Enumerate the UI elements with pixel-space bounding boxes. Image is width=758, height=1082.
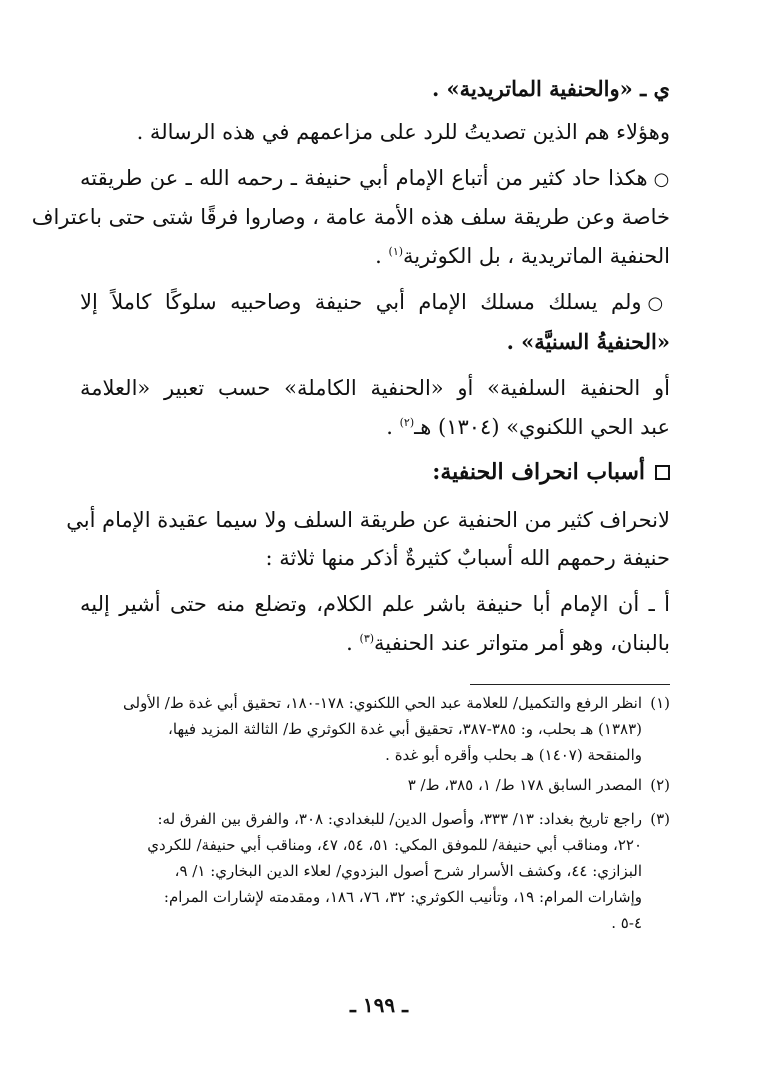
- footnote-ref-3: (٣): [359, 632, 375, 645]
- text-line-1: ي ـ «والحنفية الماتريدية» .: [431, 76, 670, 101]
- text-line-3: ○هكذا حاد كثير من أتباع الإمام أبي حنيفة ـ رحمه الله ـ عن طريقته: [80, 166, 670, 190]
- text-line-6: ○ولم يسلك مسلك الإمام أبي حنيفة وصاحبيه سلوكًا كاملاً إلا: [80, 290, 670, 314]
- section-heading: أسباب انحراف الحنفية:: [80, 457, 670, 487]
- footnote-ref-1: (١): [388, 245, 404, 258]
- footnote-line: والمنقحة (١٤٠٧) هـ بحلب وأقره أبو غدة .: [385, 746, 642, 764]
- footnote-line: راجع تاريخ بغداد: ١٣/ ٣٣٣، وأصول الدين/ للبغدادي: ٣٠٨، والفرق بين الفرق له:: [157, 810, 642, 828]
- text-line-12: حنيفة رحمهم الله أسبابٌ كثيرةٌ أذكر منها ثلاثة :: [265, 546, 670, 570]
- circle-bullet-icon: ○: [647, 293, 670, 314]
- footnote-line: (١٣٨٣) هـ بحلب، و: ٣٨٥-٣٨٧، تحقيق أبي غدة الكوثري ط/ الثالثة المزيد فيها،: [168, 720, 642, 738]
- text-line-4: خاصة وعن طريقة سلف هذه الأمة عامة ، وصاروا فرقًا شتى حتى باعتراف: [31, 205, 670, 229]
- text-line-5: الحنفية الماتريدية ، بل الكوثرية$^{(١)}$ .: [375, 244, 670, 268]
- footnote-divider: [470, 684, 670, 685]
- page-number: ـ ١٩٩ ـ: [350, 993, 408, 1017]
- square-box-icon: [655, 465, 670, 480]
- footnote-ref-2: (٢): [399, 416, 415, 429]
- circle-bullet-icon: ○: [653, 169, 670, 190]
- text-line-11: لانحراف كثير من الحنفية عن طريقة السلف ولا سيما عقيدة الإمام أبي: [66, 508, 670, 532]
- text-line-9: عبد الحي اللكنوي» (١٣٠٤) هـ$^{(٢)}$ .: [386, 415, 670, 439]
- text-line-2: وهؤلاء هم الذين تصديتُ للرد على مزاعمهم في هذه الرسالة .: [136, 120, 670, 144]
- footnote-line: المصدر السابق ١٧٨ ط/ ١، ٣٨٥، ط/ ٣: [407, 776, 642, 794]
- text-line-7: «الحنفيةُ السنيَّة» .: [506, 329, 670, 354]
- footnote-1: (١) انظر الرفع والتكميل/ للعلامة عبد الحي اللكنوي: ١٧٨-١٨٠، تحقيق أبي غدة ط/ الأولى (١٣٨٣) هـ بحلب، و: ٣٨٥-٣٨٧، تحقيق أبي غدة الكوثري ط/ الثالثة المزيد فيها، والمنقحة (١٤٠٧) هـ بحلب وأقره أبو غدة .: [78, 690, 670, 770]
- text-line-8: أو الحنفية السلفية» أو «الحنفية الكاملة» حسب تعبير «العلامة: [80, 376, 670, 400]
- footnote-line: ٢٢٠، ومناقب أبي حنيفة/ للموفق المكي: ٥١، ٥٤، ٤٧، ومناقب أبي حنيفة/ للكردي: [147, 836, 642, 854]
- text-line-13: أ ـ أن الإمام أبا حنيفة باشر علم الكلام، وتضلع منه حتى أشير إليه: [80, 592, 670, 616]
- text-line-14: بالبنان، وهو أمر متواتر عند الحنفية$^{(٣)}$ .: [346, 631, 670, 655]
- footnote-line: ٤-٥ .: [611, 914, 642, 932]
- footnote-line: انظر الرفع والتكميل/ للعلامة عبد الحي اللكنوي: ١٧٨-١٨٠، تحقيق أبي غدة ط/ الأولى: [123, 694, 642, 712]
- footnote-3: (٣) راجع تاريخ بغداد: ١٣/ ٣٣٣، وأصول الدين/ للبغدادي: ٣٠٨، والفرق بين الفرق له: ٢٢٠، ومناقب أبي حنيفة/ للموفق المكي: ٥١، ٥٤، ٤٧، ومناقب أبي حنيفة/ للكردي البزازي: ٤٤، وكشف الأسرار شرح أصول البزدوي/ لعلاء الدين البخاري: ١/ ٩، وإشارات المرام: ١٩، وتأنيب الكوثري: ٣٢، ٧٦، ١٨٦، ومقدمته لإشارات المرام: ٤-٥ .: [78, 806, 670, 946]
- footnote-2: (٢) المصدر السابق ١٧٨ ط/ ١، ٣٨٥، ط/ ٣: [78, 772, 670, 800]
- footnote-line: البزازي: ٤٤، وكشف الأسرار شرح أصول البزدوي/ لعلاء الدين البخاري: ١/ ٩،: [174, 862, 642, 880]
- footnote-line: وإشارات المرام: ١٩، وتأنيب الكوثري: ٣٢، ٧٦، ١٨٦، ومقدمته لإشارات المرام:: [163, 888, 642, 906]
